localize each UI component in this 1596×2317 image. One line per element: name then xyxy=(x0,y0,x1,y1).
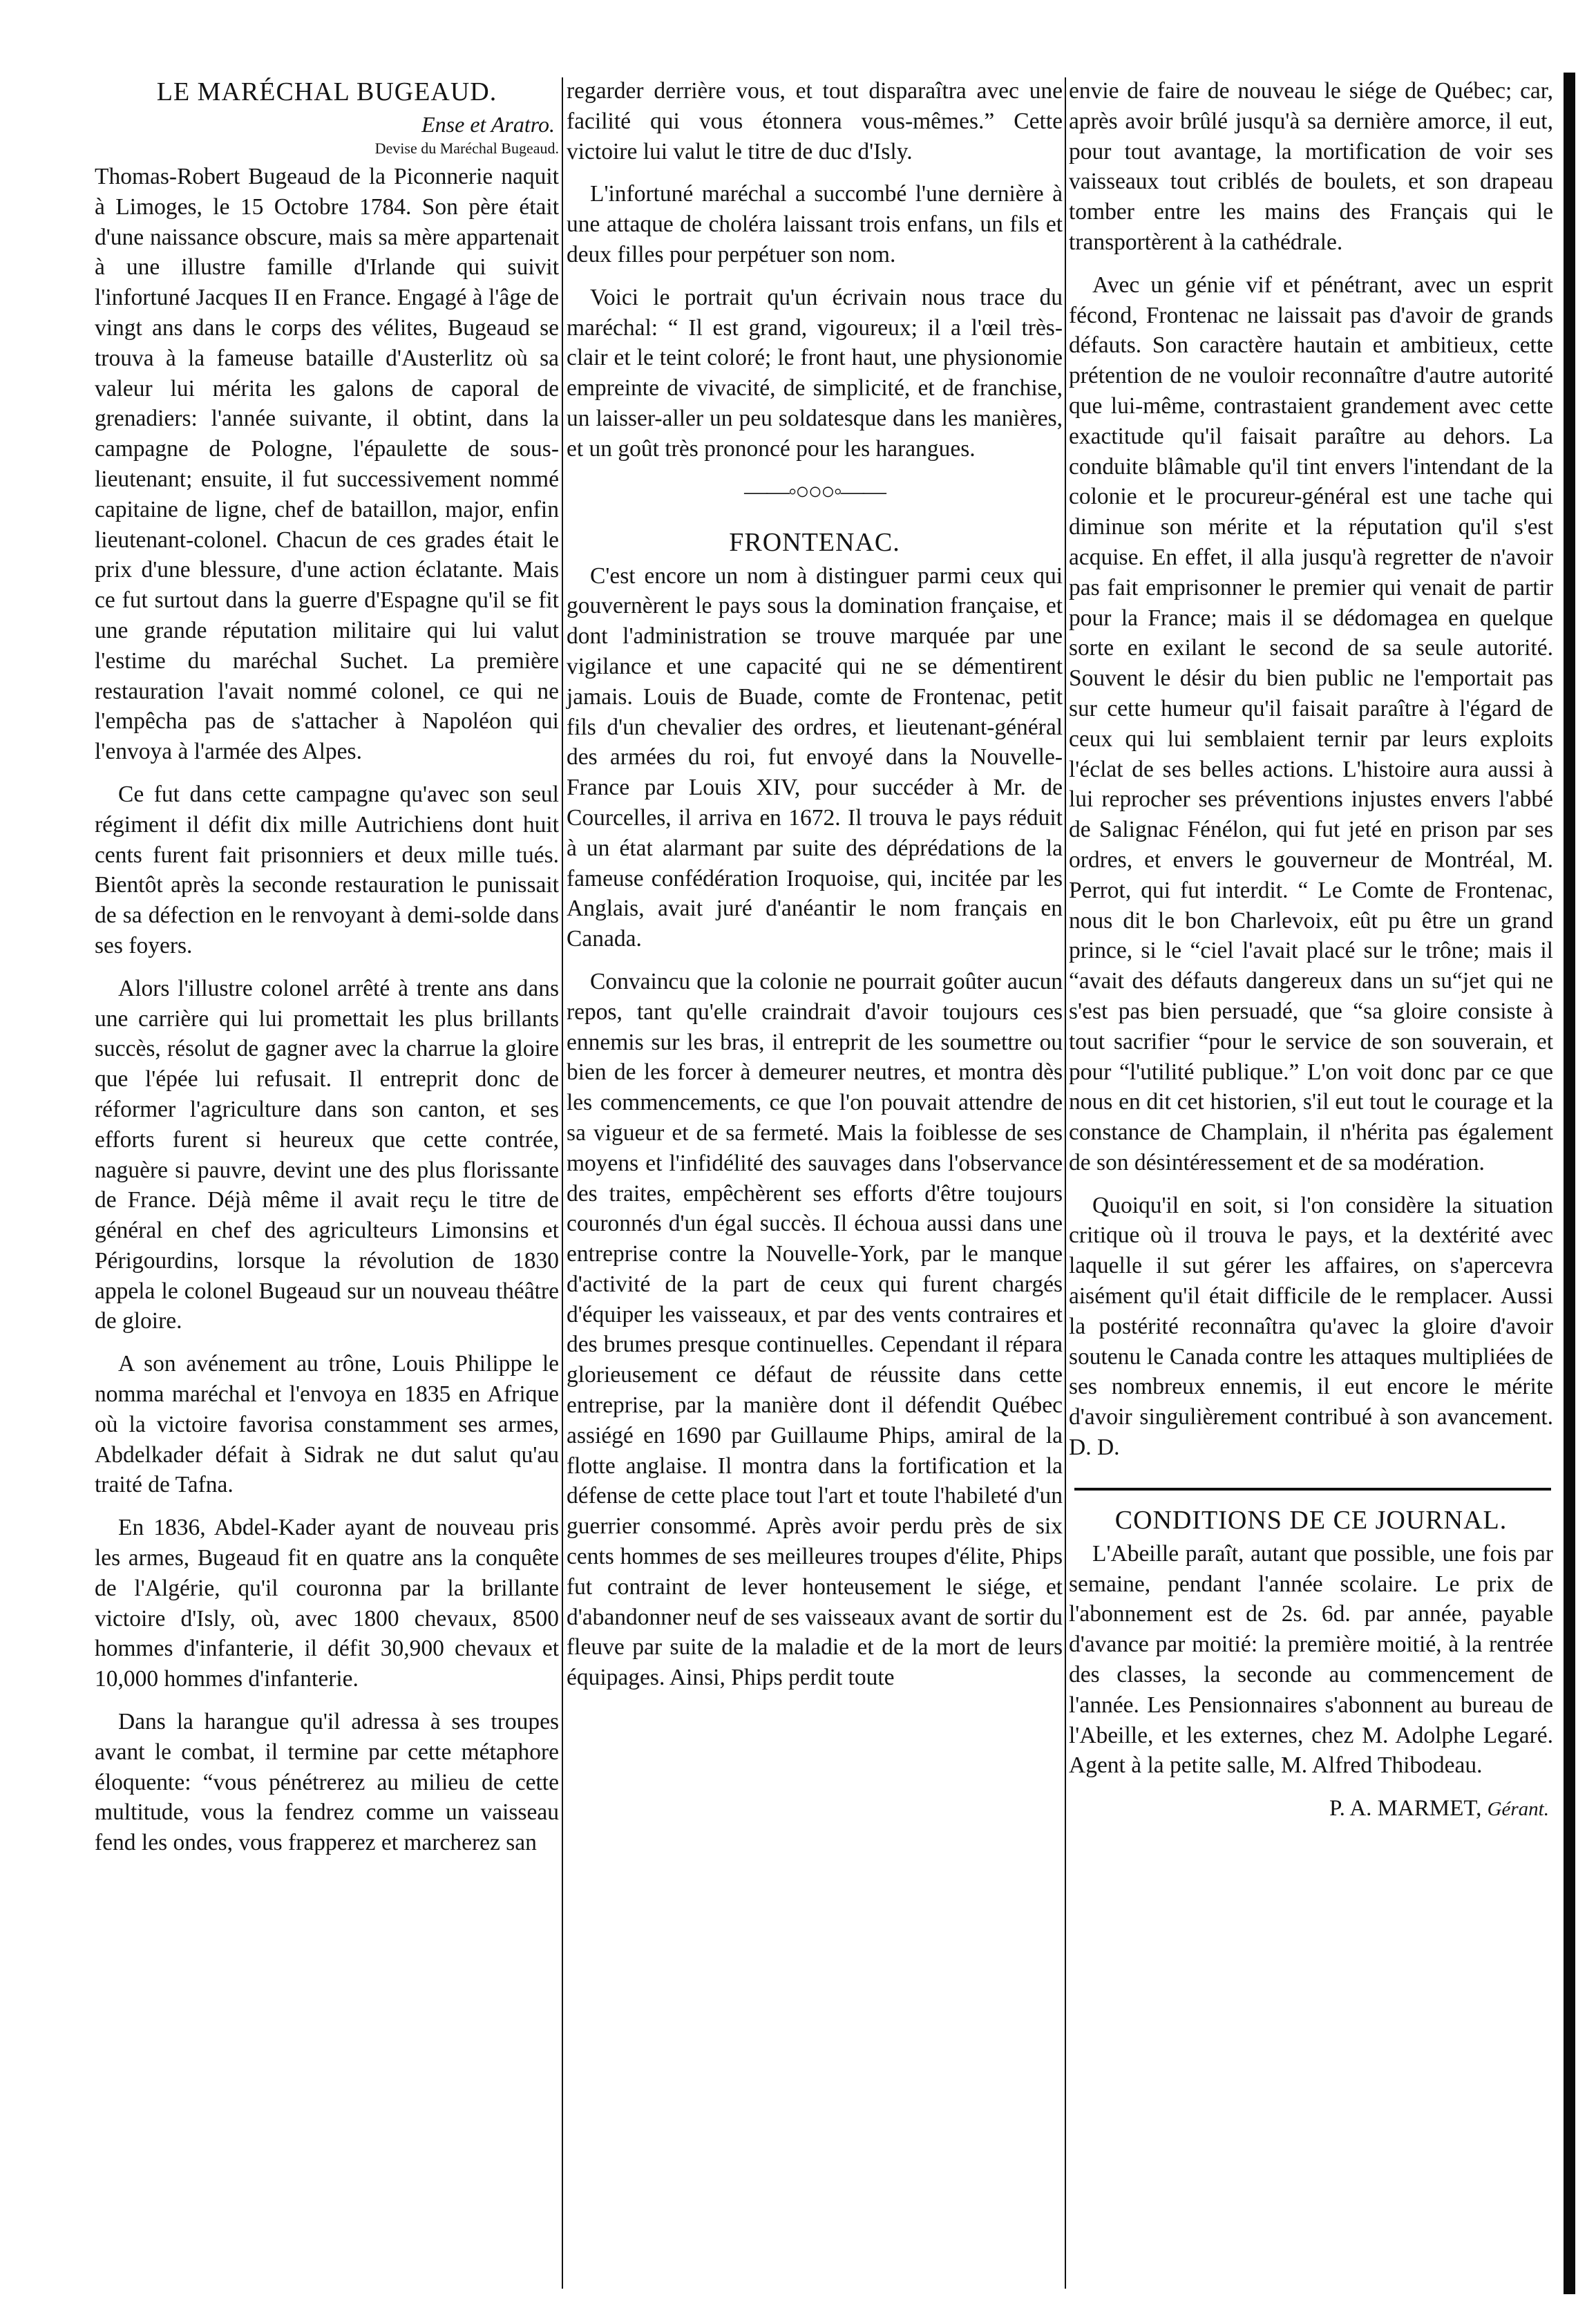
paragraph: En 1836, Abdel-Kader ayant de nouveau pris les armes, Bugeaud fit en quatre ans la conquête de l'Algérie, qu'il couronna par la brillante victoire d'Isly, où, avec 1800 chevaux, 8500 hommes d'infanterie, il défit 30,900 chevaux et 10,000 hommes d'infanterie. xyxy=(95,1515,559,1692)
motto-attribution: Devise du Maréchal Bugeaud. xyxy=(374,140,559,157)
article-motto: Ense et Aratro. xyxy=(421,112,555,137)
paragraph: C'est encore un nom à distinguer parmi ceux qui gouvernèrent le pays sous la domination française, et dont l'administration se trouve marquée par une vigilance et une capacité qui ne se démentirent jamais. Louis de Buade, comte de Frontenac, petit fils d'un chevalier des ordres, et lieutenant-général des armées du roi, fut envoyé dans la Nouvelle-France par Louis XIV, pour succéder à Mr. de Courcelles, il arriva en 1672. Il trouva le pays réduit à un état alarmant par suite des déprédations de la fameuse confédération Iroquoise, qui, incitée par les Anglais, avait juré d'anéantir le nom français en Canada. xyxy=(567,562,1063,952)
paragraph: A son avénement au trône, Louis Philippe le nomma maréchal et l'envoya en 1835 en Afrique où la victoire favorisa constamment ses armes, Abdelkader défait à Sidrak ne dut salut qu'au traité de Tafna. xyxy=(95,1351,559,1498)
paragraph: Thomas-Robert Bugeaud de la Piconnerie naquit à Limoges, le 15 Octobre 1784. Son père était d'une naissance obscure, mais sa mère appartenait à une illustre famille d'Irlande qui suivit l'infortuné Jacques II en France. Engagé à l'âge de vingt ans dans le corps des vélites, Bugeaud se trouva à la fameuse bataille d'Austerlitz où sa valeur lui mérita les galons de caporal de grenadiers: l'année suivante, il obtint, dans la campagne de Pologne, l'épaulette de sous-lieutenant; ensuite, il fut successivement nommé capitaine de ligne, chef de bataillon, major, enfin lieutenant-colonel. Chacun de ces grades était le prix d'une blessure, d'une action éclatante. Mais ce fut surtout dans la guerre d'Espagne qu'il se fit une grande réputation militaire qui lui valut l'estime du maréchal Suchet. La première restauration l'avait nommé colonel, ce qui ne l'empêcha pas de s'attacher à Napoléon qui l'envoya à l'armée des Alpes. xyxy=(95,164,559,765)
paragraph: Quoiqu'il en soit, si l'on considère la situation critique où il trouva le pays, et la dextérité avec laquelle il sut gérer les affaires, on s'apercevra aisément qu'il était difficile de le remplacer. Aussi la postérité reconnaîtra qu'avec la gloire d'avoir soutenu le Canada contre les attaques multipliées de ses nombreux ennemis, il eut encore le mérite d'avoir singulièrement contribué à son avancement. D. D. xyxy=(1069,1192,1553,1461)
paragraph: Convaincu que la colonie ne pourrait goûter aucun repos, tant qu'elle craindrait d'avoir toujours ces ennemis sur les bras, il entreprit de les soumettre ou bien de les forcer à demeurer neutres, et montra dès les commencements, ce que l'on pouvait attendre de sa vigueur et de sa fermeté. Mais la foiblesse de ses moyens et l'infidélité des sauvages dans l'observance des traites, empêchèrent ses efforts d'être toujours couronnés d'un égal succès. Il échoua aussi dans une entreprise contre la Nouvelle-York, par le manque d'activité de la part de ceux qui furent chargés d'équiper les vaisseaux, et par des vents contraires et des brumes presque continuelles. Cependant il répara glorieusement ce défaut de réussite dans cette entreprise, par la manière dont il défendit Québec assiégé en 1690 par Guillaume Phips, amiral de la flotte anglaise. Il montra dans la fortification et la défense de cette place tout l'art et toute l'habileté d'un guerrier consommé. Après avoir perdu près de six cents hommes de ses meilleures troupes d'élite, Phips fut contraint de lever honteusement le siége, et d'abandonner neuf de ses vaisseaux avant de sortir du fleuve par suite de la maladie et de la mort de leurs équipages. Ainsi, Phips perdit toute xyxy=(567,968,1063,1691)
conditions-box xyxy=(1069,1504,1553,1824)
paragraph: envie de faire de nouveau le siége de Québec; car, après avoir brûlé jusqu'à sa dernière amorce, il eut, pour tout avantage, la mortification de voir ses vaisseaux tout criblés de boulets, et son drapeau tomber entre les mains des Français qui le transportèrent à la cathédrale. xyxy=(1069,78,1553,255)
paragraph: L'infortuné maréchal a succombé l'une dernière à une attaque de choléra laissant trois enfans, un fils et deux filles pour perpétuer son nom. xyxy=(567,181,1063,267)
page-edge-bar xyxy=(1564,73,1575,2294)
paragraph: Ce fut dans cette campagne qu'avec son seul régiment il défit dix mille Autrichiens dont huit cents furent fait prisonniers et deux mille tués. Bientôt après la seconde restauration le punissait de sa défection en le renvoyant à demi-solde dans ses foyers. xyxy=(95,781,559,958)
article-title-bugeaud: LE MARÉCHAL BUGEAUD. xyxy=(156,77,497,106)
paragraph: Alors l'illustre colonel arrêté à trente ans dans une carrière qui lui promettait les plus brillants succès, résolut de gagner avec la charrue la gloire que l'épée lui refusait. Il entreprit donc de réformer l'agriculture dans son canton, et ses efforts furent si heureux que cette contrée, naguère si pauvre, devint une des plus florissante de France. Déjà même il avait reçu le titre de général en chef des agriculteurs Limonsins et Périgourdins, lorsque la révolution de 1830 appela le colonel Bugeaud sur un nouveau théâtre de gloire. xyxy=(95,975,559,1334)
column-right xyxy=(1069,76,1553,1824)
column-middle xyxy=(567,76,1063,1705)
section-ornament: ——◦○○○◦—— xyxy=(744,478,885,504)
article-title-frontenac: FRONTENAC. xyxy=(729,527,900,557)
paragraph: regarder derrière vous, et tout disparaîtra avec une facilité qui vous étonnera vous-mêmes.” Cette victoire lui valut le titre de duc d'Isly. xyxy=(567,78,1063,164)
conditions-text: L'Abeille paraît, autant que possible, une fois par semaine, pendant l'année scolaire. Le prix de l'abonnement est de 2s. 6d. par année, payable d'avance par moitié: la première moitié, à la rentrée des classes, la seconde au commencement de l'année. Les Pensionnaires s'abonnent au bureau de l'Abeille, et les externes, chez M. Adolphe Legaré. Agent à la petite salle, M. Alfred Thibodeau. xyxy=(1069,1540,1553,1779)
paragraph: Voici le portrait qu'un écrivain nous trace du maréchal: “ Il est grand, vigoureux; il a l'œil très-clair et le teint coloré; le front haut, une physionomie empreinte de vivacité, de simplicité, et de franchise, un laisser-aller un peu soldatesque dans les manières, et un goût très prononcé pour les harangues. xyxy=(567,284,1063,462)
column-bugeaud xyxy=(95,76,559,1871)
conditions-title: CONDITIONS DE CE JOURNAL. xyxy=(1114,1505,1508,1535)
paragraph: Avec un génie vif et pénétrant, avec un esprit fécond, Frontenac ne laissait pas d'avoir de grands défauts. Son caractère hautain et ambitieux, cette prétention de ne vouloir reconnaître d'autre autorité que lui-même, contrastaient grandement avec cette exactitude qu'il faisait paraître au dehors. La conduite blâmable qu'il tint envers l'intendant de la colonie et le procureur-général est une tache qui diminue son mérite et la réputation qu'il s'est acquise. En effet, il alla jusqu'à regretter de n'avoir pas fait emprisonner le premier qui venait de partir pour la France; mais il se dédomagea en quelque sorte en exilant le second de sa seule autorité. Souvent le désir du bien public ne l'emportait pas sur cette humeur qu'il faisait paraître à l'égard de ceux qui lui semblaient ternir par leurs exploits l'éclat de ses belles actions. L'histoire aura aussi à lui reprocher ses préventions injustes envers l'abbé de Salignac Fénélon, qui fut jeté en prison par ses ordres, et envers le gouverneur de Montréal, M. Perrot, qui fut interdit. “ Le Comte de Frontenac, nous dit le bon Charlevoix, eût pu être un grand prince, si le “ciel l'avait placé sur le trône; mais il “avait des défauts dangereux dans un su“jet qui ne s'est pas bien persuadé, que “sa gloire consiste à tout sacrifier “pour le service de son souverain, et pour “l'utilité publique.” L'on voit donc par ce que nous en dit cet historien, s'il eut tout le courage et la constance de Champlain, il n'hérita pas également de son désintéressement et de sa modération. xyxy=(1069,272,1553,1175)
conditions-top-rule xyxy=(1074,1488,1551,1491)
signature xyxy=(1069,1793,1549,1824)
signature-name: P. A. MARMET, xyxy=(1329,1796,1482,1822)
paragraph: Dans la harangue qu'il adressa à ses troupes avant le combat, il termine par cette métaphore éloquente: “vous pénétrerez au milieu de cette multitude, vous la fendrez comme un vaisseau fend les ondes, vous frapperez et marcherez san xyxy=(95,1709,559,1856)
signature-role: Gérant. xyxy=(1487,1798,1549,1821)
column-divider-left xyxy=(562,77,563,2289)
column-divider-right xyxy=(1065,77,1066,2289)
